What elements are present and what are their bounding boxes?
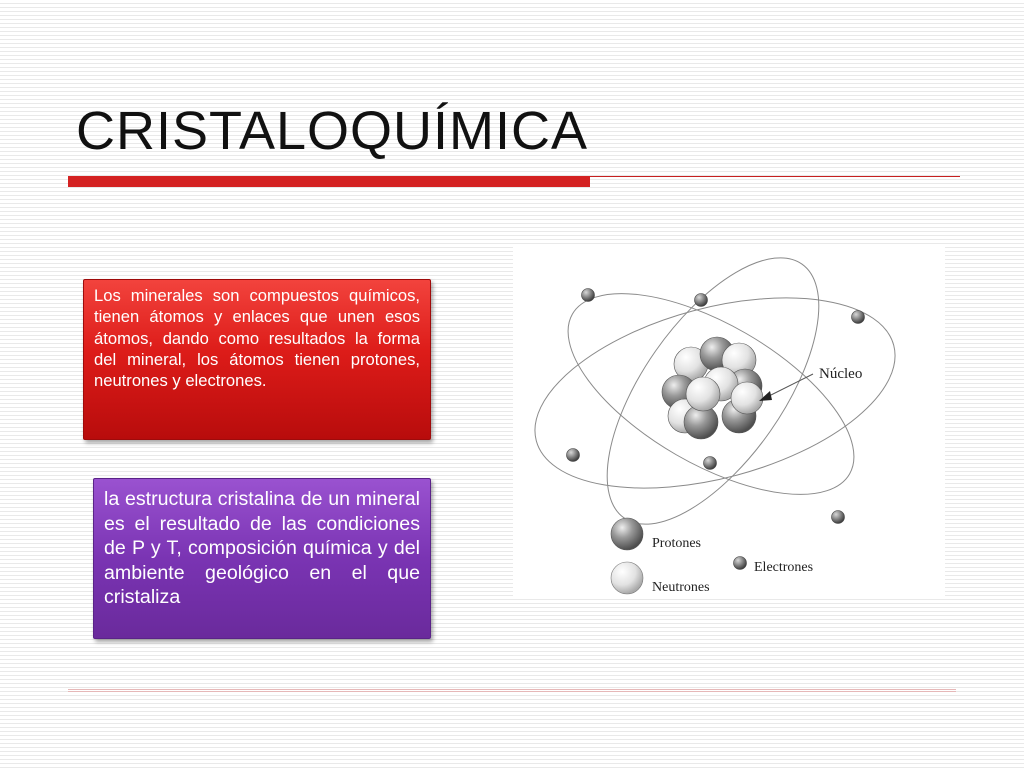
- electron: [852, 311, 865, 324]
- electron: [695, 294, 708, 307]
- legend-neutron-icon: [611, 562, 643, 594]
- minerals-callout-text: Los minerales son compuestos químicos, tienen átomos y enlaces que unen esos átomos, dando como resultados la forma del mineral, los átomos tienen protones, neutrones y electrones.: [94, 286, 420, 391]
- nucleus-neutron: [731, 382, 763, 414]
- nucleus-label: Núcleo: [819, 366, 863, 382]
- electron: [567, 449, 580, 462]
- electron: [704, 457, 717, 470]
- legend: [611, 518, 813, 595]
- legend-electron-icon: [734, 557, 747, 570]
- minerals-callout: [83, 279, 431, 440]
- crystal-structure-callout-text: la estructura cristalina de un mineral es el resultado de las condiciones de P y T, composición química y del ambiente geológico en el que cristaliza: [104, 488, 420, 608]
- title-underline-accent: [68, 176, 590, 187]
- footer-divider: [68, 689, 956, 692]
- nucleus: [662, 337, 763, 439]
- legend-neutrons-label: Neutrones: [652, 580, 710, 595]
- electron: [832, 511, 845, 524]
- legend-proton-icon: [611, 518, 643, 550]
- legend-electrons-label: Electrones: [754, 560, 814, 575]
- atom-diagram: [513, 246, 945, 596]
- legend-protons-label: Protones: [652, 536, 701, 551]
- slide-title: CRISTALOQUÍMICA: [76, 101, 589, 161]
- nucleus-pointer-line: [765, 374, 813, 398]
- crystal-structure-callout: [93, 478, 431, 639]
- electron: [582, 289, 595, 302]
- nucleus-neutron: [686, 377, 720, 411]
